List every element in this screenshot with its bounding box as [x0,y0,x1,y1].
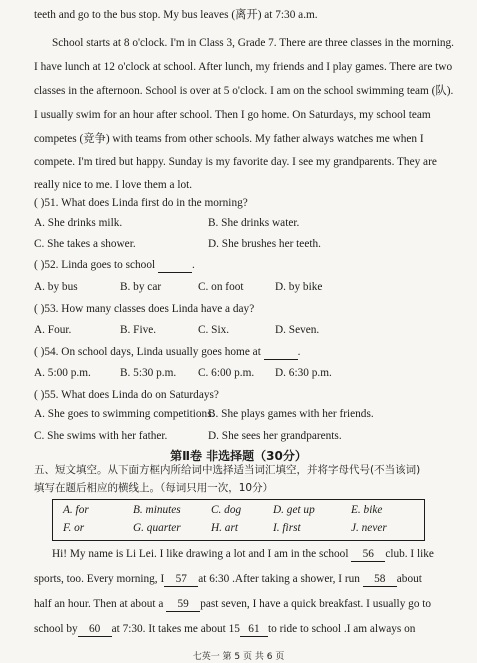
option-52-d: D. by bike [275,281,323,293]
option-52-c: C. on foot [198,281,244,293]
cloze-blank-61: 61 [240,622,268,637]
option-51-a: A. She drinks milk. [34,217,123,229]
cloze-text: Hi! My name is Li Lei. I like drawing a lot and I am in the school [52,548,349,560]
question-54-stem [34,345,447,360]
passage-line: School starts at 8 o'clock. I'm in Class 3, Grade 7. There are three classes in the morning. [52,37,454,49]
option-55-d: D. She sees her grandparents. [208,430,342,442]
question-54-text: ( )54. On school days, Linda usually goes home at [34,346,261,358]
word-option: E. bike [351,504,383,516]
cloze-text: past seven, I have a quick breakfast. I usually go to [200,598,432,610]
cloze-text: school by [34,623,78,635]
passage-line: classes in the afternoon. School is over at 5 o'clock. I am on the school swimming team (队). [34,85,454,97]
cloze-text: to ride to school .I am always on [267,623,416,635]
passage-line: compete. I'm tired but happy. Sunday is my favorite day. I see my grandparents. They are [34,156,437,168]
option-53-a: A. Four. [34,324,72,336]
cloze-blank-57: 57 [164,572,198,587]
cloze-text: at 6:30 .After taking a shower, I run [198,573,360,585]
option-51-b: B. She drinks water. [208,217,300,229]
question-55-stem: ( )55. What does Linda do on Saturdays? [34,389,219,401]
word-option: B. minutes [133,504,181,516]
option-54-c: C. 6:00 p.m. [198,367,255,379]
cloze-text: sports, too. Every morning, I [34,573,165,585]
passage-line: I usually swim for an hour after school. Then I go home. On Saturdays, my school team [34,109,431,121]
word-option: C. dog [211,504,242,516]
cloze-text: club. I like [385,548,434,560]
option-54-a: A. 5:00 p.m. [34,367,91,379]
part5-instruction: 填写在题后相应的横线上。（每词只用一次，10分） [34,482,274,494]
page-footer: 七英一 第 5 页 共 6 页 [192,652,285,662]
option-53-c: C. Six. [198,324,230,336]
part5-instruction: 五、短文填空。从下面方框内所给词中选择适当词汇填空，并将字母代号(不当该词) [34,464,421,476]
word-option: A. for [63,504,89,516]
word-option: F. or [63,522,85,534]
option-52-b: B. by car [120,281,162,293]
option-52-a: A. by bus [34,281,78,293]
cloze-text: at 7:30. It takes me about 15 [111,623,240,635]
cloze-text: about [396,573,422,585]
option-55-b: B. She plays games with her friends. [208,408,374,420]
cloze-blank-59: 59 [166,597,200,612]
option-53-b: B. Five. [120,324,157,336]
cloze-line [52,547,447,562]
word-option: H. art [211,522,238,534]
passage-line: really nice to me. I love them a lot. [34,179,193,191]
passage-line: competes (竞争) with teams from other schools. My father always watches me when I [34,133,424,145]
question-51-stem: ( )51. What does Linda first do in the morning? [34,197,248,209]
question-54-end: . [297,346,301,358]
option-53-d: D. Seven. [275,324,320,336]
answer-blank [264,345,298,360]
option-55-c: C. She swims with her father. [34,430,168,442]
word-bank-box [52,499,425,541]
question-53-stem: ( )53. How many classes does Linda have a day? [34,303,255,315]
word-option: I. first [273,522,301,534]
cloze-blank-60: 60 [78,622,112,637]
question-52-end: . [191,259,195,271]
option-51-c: C. She takes a shower. [34,238,136,250]
option-51-d: D. She brushes her teeth. [208,238,321,250]
cloze-blank-56: 56 [351,547,385,562]
question-52-stem [34,258,447,273]
cloze-line [34,572,447,587]
question-52-text: ( )52. Linda goes to school [34,259,156,271]
cloze-blank-58: 58 [363,572,397,587]
option-54-d: D. 6:30 p.m. [275,367,332,379]
word-option: D. get up [273,504,315,516]
cloze-line [34,597,447,612]
section-title: 第Ⅱ卷 非选择题（30分） [170,449,307,463]
option-54-b: B. 5:30 p.m. [120,367,177,379]
cloze-line [34,622,447,637]
word-option: G. quarter [133,522,181,534]
word-option: J. never [351,522,387,534]
cloze-text: half an hour. Then at about a [34,598,164,610]
option-55-a: A. She goes to swimming competitions. [34,408,215,420]
passage-line: I have lunch at 12 o'clock at school. After lunch, my friends and I play games. There are two [34,61,453,73]
passage-line: teeth and go to the bus stop. My bus leaves (离开) at 7:30 a.m. [34,9,318,21]
answer-blank [158,258,192,273]
